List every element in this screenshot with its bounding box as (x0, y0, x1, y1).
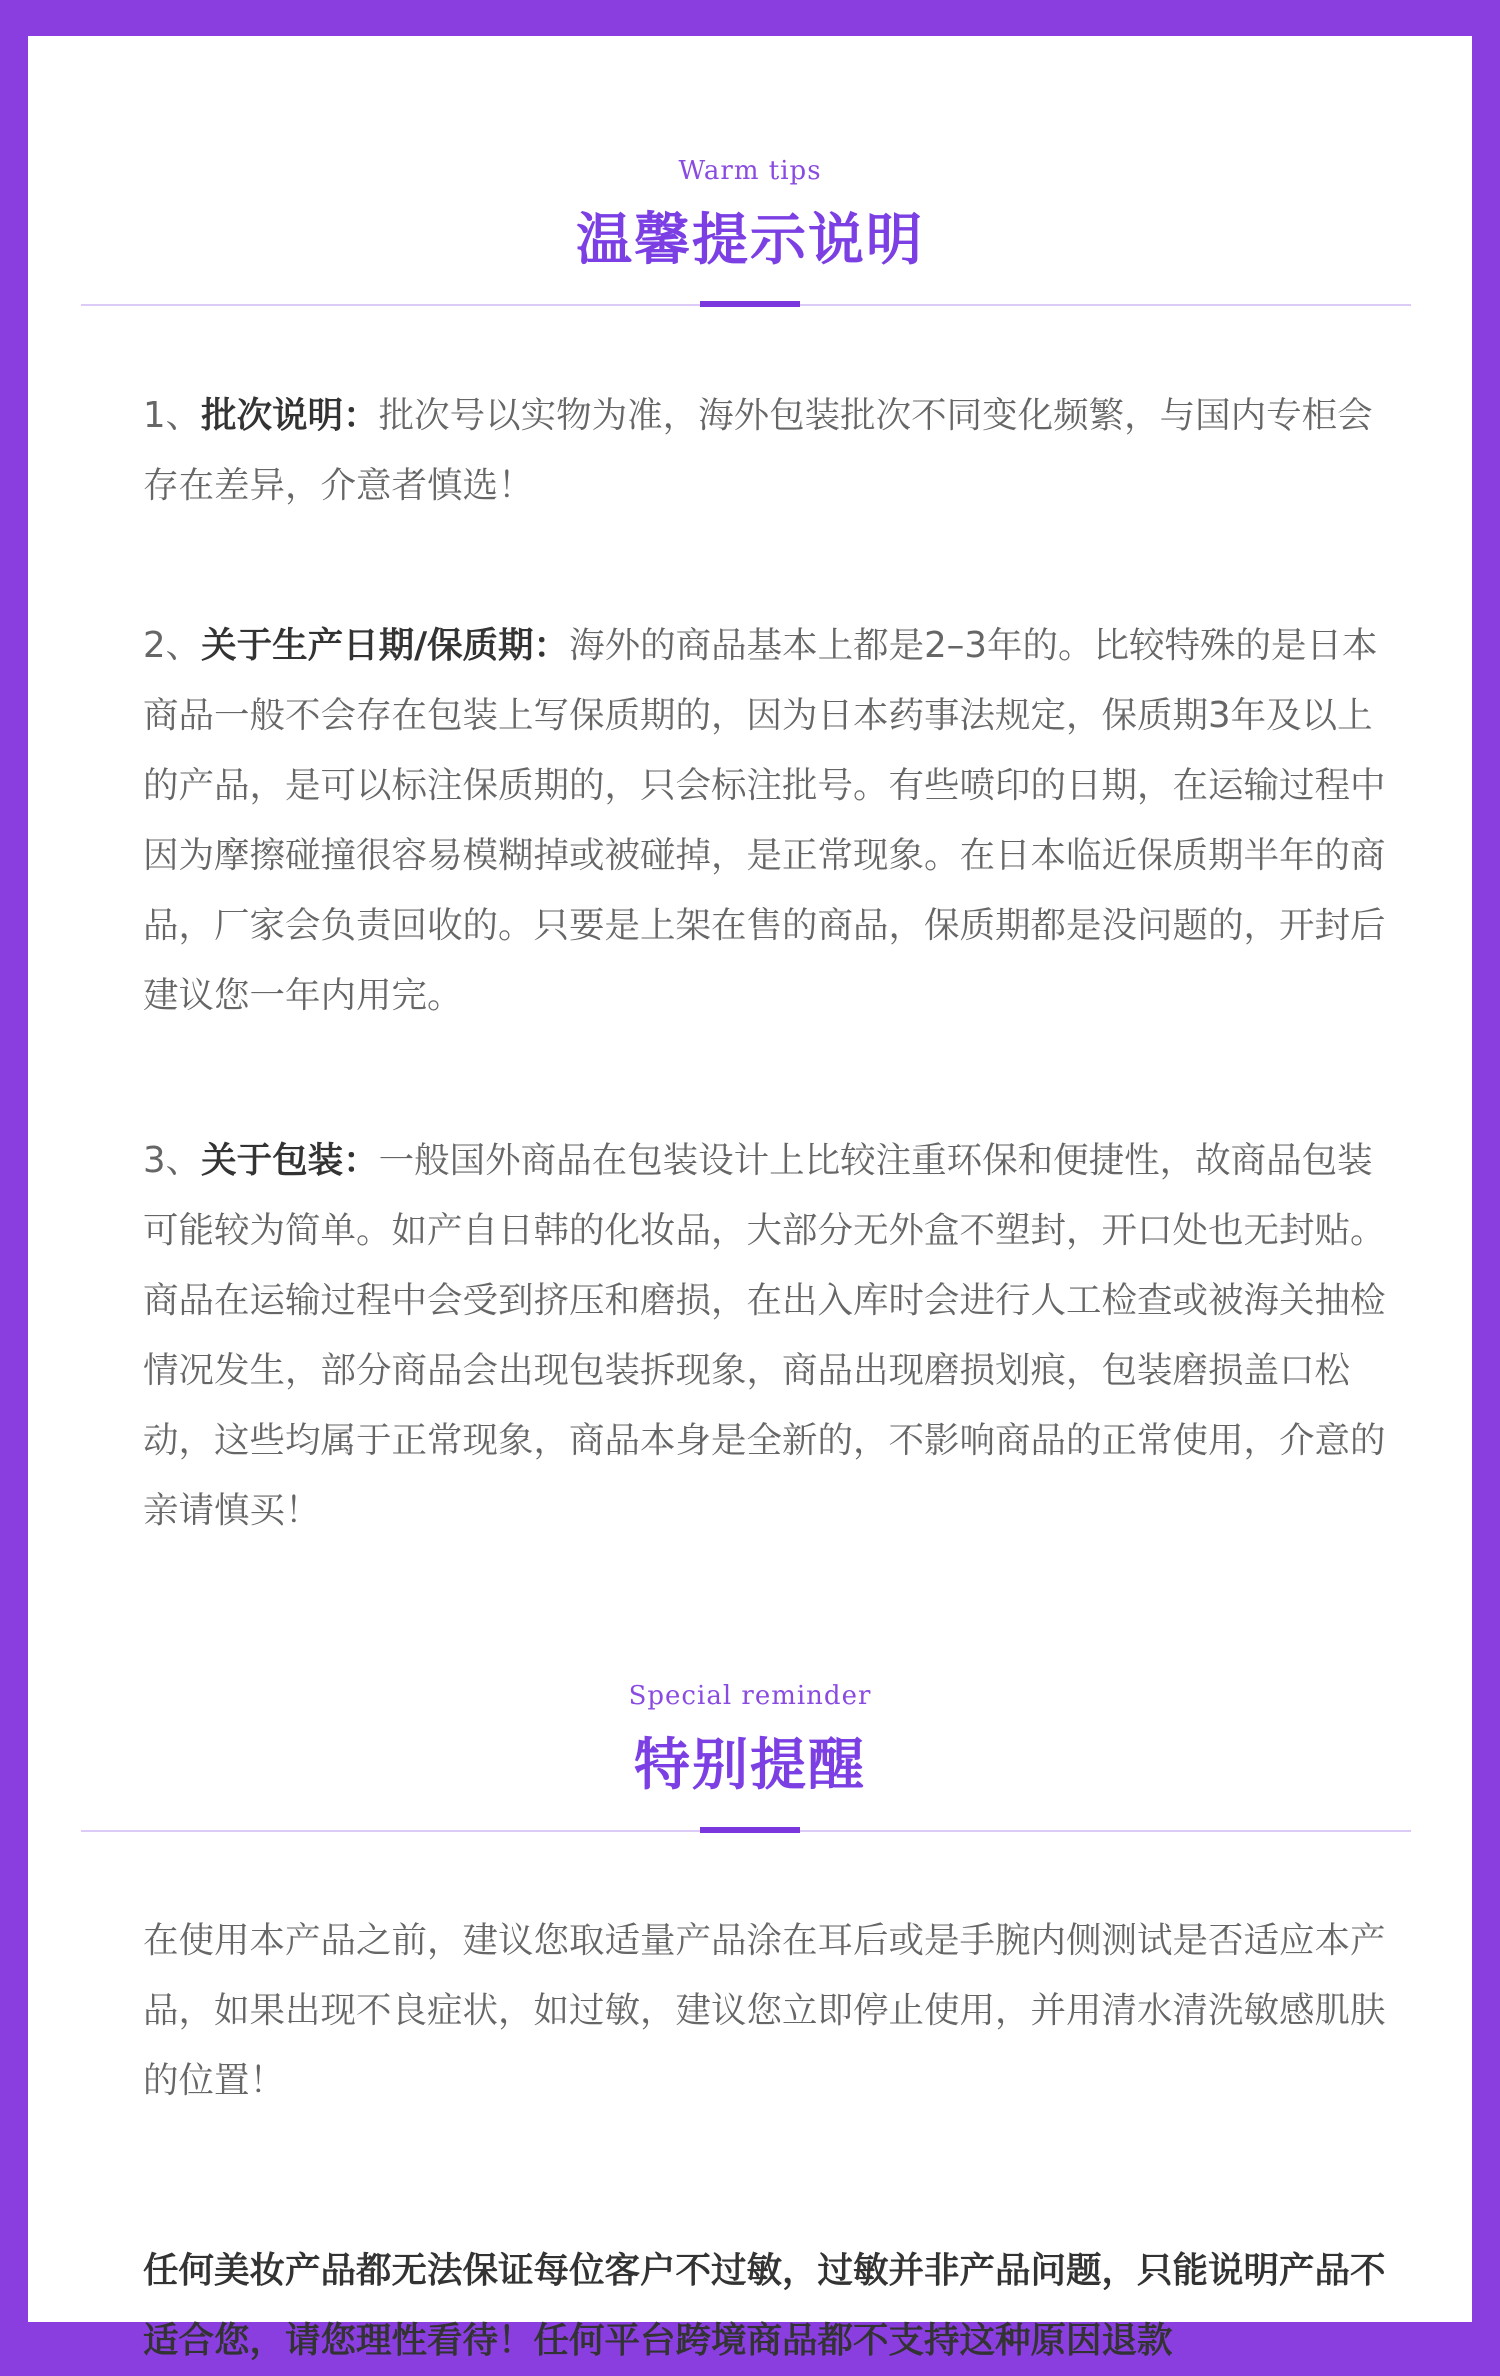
tip-item-1 (143, 381, 1393, 521)
reminder-paragraph-1: 在使用本产品之前，建议您取适量产品涂在耳后或是手腕内侧测试是否适应本产品，如果出现不良症状，如过敏，建议您立即停止使用，并用清水清洗敏感肌肤的位置！ (143, 1920, 1386, 2101)
special-reminder-subtitle: Special reminder (628, 1681, 872, 1711)
tip-item-3-lead: 关于包装： (201, 1140, 379, 1181)
tip-item-2-lead: 关于生产日期/保质期： (201, 625, 570, 666)
reminder-paragraph-2: 任何美妆产品都无法保证每位客户不过敏，过敏并非产品问题，只能说明产品不适合您，请您理性看待！任何平台跨境商品都不支持这种原因退款 (143, 2250, 1386, 2361)
tip-item-2-body: 海外的商品基本上都是2–3年的。比较特殊的是日本商品一般不会存在包装上写保质期的，因为日本药事法规定，保质期3年及以上的产品，是可以标注保质期的，只会标注批号。有些喷印的日期，在运输过程中因为摩擦碰撞很容易模糊掉或被碰掉，是正常现象。在日本临近保质期半年的商品，厂家会负责回收的。只要是上架在售的商品，保质期都是没问题的，开封后建议您一年内用完。 (143, 625, 1386, 1016)
tip-item-1-num: 1、 (143, 395, 202, 436)
warm-tips-title: 温馨提示说明 (576, 208, 924, 273)
content-card (28, 36, 1472, 2361)
tip-item-3-body: 一般国外商品在包装设计上比较注重环保和便捷性，故商品包装可能较为简单。如产自日韩的化妆品，大部分无外盒不塑封，开口处也无封贴。商品在运输过程中会受到挤压和磨损，在出入库时会进行人工检查或被海关抽检情况发生，部分商品会出现包装拆现象，商品出现磨损划痕，包装磨损盖口松动，这些均属于正常现象，商品本身是全新的，不影响商品的正常使用，介意的亲请慎买！ (143, 1140, 1386, 1531)
tip-item-2 (143, 611, 1393, 1031)
tip-item-1-body: 批次号以实物为准，海外包装批次不同变化频繁，与国内专柜会存在差异，介意者慎选！ (143, 395, 1373, 506)
special-reminder-divider-accent (700, 1827, 800, 1833)
tip-item-3 (143, 1126, 1393, 1546)
tip-item-1-lead: 批次说明： (201, 395, 379, 436)
warm-tips-divider-accent (700, 301, 800, 307)
tip-item-2-num: 2、 (143, 625, 202, 666)
tip-item-3-num: 3、 (143, 1140, 202, 1181)
special-reminder-title: 特别提醒 (634, 1733, 866, 1798)
warm-tips-subtitle: Warm tips (678, 156, 822, 186)
